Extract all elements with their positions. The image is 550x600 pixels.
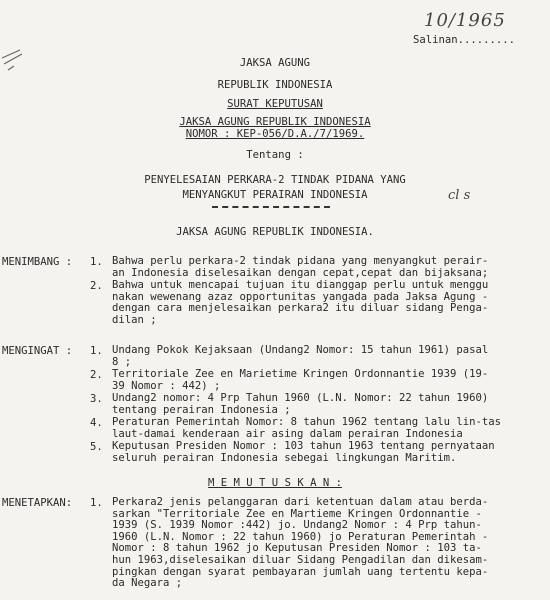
item-line: da Negara ; [112, 577, 183, 590]
item-line: an Indonesia diselesaikan dengan cepat,cepat dan bijaksana; [112, 266, 489, 279]
item-line: laut-damai kenderaan air asing dalam perairan Indonesia [112, 427, 463, 440]
decree-number: NOMOR : KEP-056/D.A./7/1969. [185, 128, 365, 140]
item-line: 39 Nomor : 442) ; [112, 379, 221, 392]
mengingat-label: MENGINGAT : [2, 345, 73, 357]
memutuskan-text: M E M U T U S K A N : [208, 477, 342, 489]
item-line: Bahwa untuk mencapai tujuan itu dianggap perlu untuk menggu [112, 279, 489, 291]
menetapkan-label: MENETAPKAN: [2, 497, 73, 509]
item-line: dilan ; [112, 313, 157, 326]
header-line-3 [0, 98, 550, 110]
item-line: 1960 (L.N. Nomor : 22 tahun 1960) jo Peraturan Pemerintah - [112, 530, 489, 543]
tentang-label: Tentang : [246, 149, 304, 161]
subject-line-2: MENYANGKUT PERAIRAN INDONESIA [182, 189, 368, 201]
item-number: 1. [90, 497, 103, 509]
header-divider [212, 206, 330, 208]
item-number: 1. [90, 345, 103, 357]
item-line: Perkara2 jenis pelanggaran dari ketentuan dalam atau berda- [112, 496, 489, 508]
item-line: Undang Pokok Kejaksaan (Undang2 Nomor: 15 tahun 1961) pasal [112, 344, 489, 356]
header-line-4 [0, 116, 550, 128]
header-line-1: JAKSA AGUNG [239, 57, 311, 69]
item-line: Bahwa perlu perkara-2 tindak pidana yang menyangkut perair- [112, 255, 489, 267]
item-line: Undang2 nomor: 4 Prp Tahun 1960 (L.N. Nomor: 22 tahun 1960) [112, 392, 489, 404]
menimbang-item-2 [90, 280, 548, 328]
item-line: hun 1963,diselesaikan diluar Sidang Pengadilan dan dikesam- [112, 553, 489, 566]
header-line-5 [0, 128, 550, 140]
item-number: 3. [90, 393, 103, 405]
item-number: 2. [90, 369, 103, 381]
item-line: nakan wewenang azaz opportunitas yangada pada Jaksa Agung - [112, 290, 489, 303]
item-line: sarkan "Territoriale Zee en Martieme Kringen Ordonnantie - [112, 507, 482, 520]
item-line: 8 ; [112, 355, 132, 368]
item-line: Peraturan Pemerintah Nomor: 8 tahun 1962 tentang lalu lin-tas [112, 416, 502, 428]
title-surat-keputusan: SURAT KEPUTUSAN [227, 98, 323, 110]
item-line: seluruh perairan Indonesia sebegai lingkungan Maritim. [112, 451, 457, 464]
item-line: pingkan dengan syarat pembayaran jumlah uang tertentu kepa- [112, 565, 489, 578]
header-line-2: REPUBLIK INDONESIA [217, 79, 333, 91]
menimbang-label: MENIMBANG : [2, 256, 73, 268]
item-line: Territoriale Zee en Marietime Kringen Ordonnantie 1939 (19- [112, 368, 489, 380]
item-number: 2. [90, 280, 103, 292]
title-jaksa-agung: JAKSA AGUNG REPUBLIK INDONESIA [179, 116, 371, 128]
item-line: Nomor : 8 tahun 1962 jo Keputusan Presiden Nomor : 103 ta- [112, 542, 482, 555]
item-line: dengan cara menjelesaikan perkara2 itu diluar sidang Penga- [112, 302, 489, 315]
item-line: Keputusan Presiden Nomor : 103 tahun 1963 tentang pernyataan [112, 440, 495, 452]
authority-line: JAKSA AGUNG REPUBLIK INDONESIA. [176, 226, 374, 238]
subject-line-1: PENYELESAIAN PERKARA-2 TINDAK PIDANA YANG [144, 174, 406, 186]
memutuskan-heading [0, 477, 550, 489]
handwritten-stamp: 10/1965 [424, 10, 506, 31]
item-number: 1. [90, 256, 103, 268]
menimbang-item-1 [90, 256, 548, 280]
item-number: 4. [90, 417, 103, 429]
item-line: 1939 (S. 1939 Nomor :442) jo. Undang2 Nomor : 4 Prp tahun- [112, 519, 482, 532]
item-number: 5. [90, 441, 103, 453]
salinan-label: Salinan......... [413, 34, 516, 46]
margin-note: cl s [448, 188, 471, 203]
item-line: tentang perairan Indonesia ; [112, 403, 291, 416]
